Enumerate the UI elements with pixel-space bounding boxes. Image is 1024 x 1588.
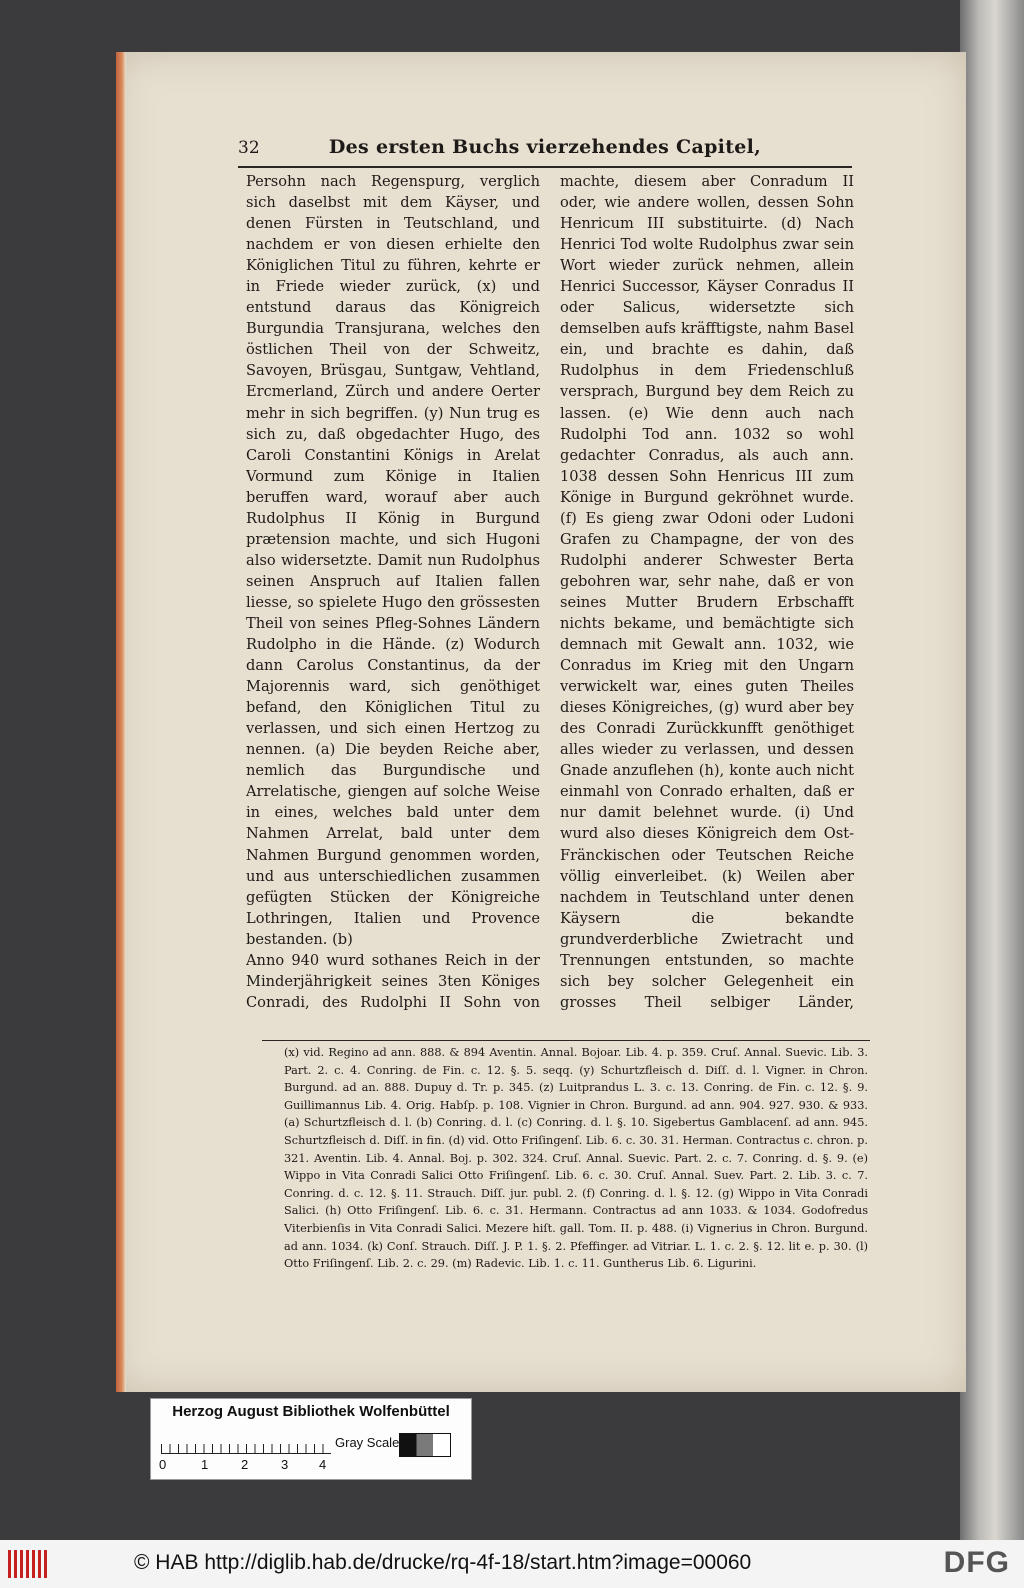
scale-number: 0 [159,1457,167,1472]
library-name: Herzog August Bibliothek Wolfenbüttel [172,1403,450,1420]
scale-ruler [161,1433,331,1454]
gray-scale-swatches [399,1433,451,1457]
footnotes-text: (x) vid. Regino ad ann. 888. & 894 Aventin. Annal. Bojoar. Lib. 4. p. 359. Cruſ. Annal. Suevic. Lib. 3. Part. 2. c. 4. Conring. de Fin. c. 12. §. 5. seqq. (y) Schurtzfleisch d. Diſſ. d. l. Vigner. in Chron. Burgund. ad an. 888. Dupuy d. Tr. p. 345. (z) Luitprandus L. 3. c. 13. Conring. de Fin. c. 12. §. 9. Guillimannus Lib. 4. Orig. Habſp. p. 108. Vignier in Chron. Burgund. ad ann. 904. 927. 930. & 933. (a) Schurtzfleisch d. l. (b) Conring. d. l. (c) Conring. d. l. §. 10. Sigebertus Gamblacenſ. ad ann. 945. Schurtzfleisch d. Diſſ. in fin. (d) vid. Otto Friſingenſ. Lib. 6. c. 30. 31. Herman. Contractus c. chron. p. 321. Aventin. Lib. 4. Annal. Boj. p. 302. 324. Cruſ. Annal. Suevic. Part. 2. c. 7. Conring. d. §. 9. (e) Wippo in Vita Conradi Salici Otto Friſingenſ. Lib. 6. c. 30. Cruſ. Annal. Suev. Part. 2. Lib. 3. c. 7. Conring. d. c. 12. §. 11. Strauch. Diſſ. jur. publ. 2. (f) Conring. d. l. §. 12. (g) Wippo in Vita Conradi Salici. (h) Otto Friſingenſ. Lib. 6. c. 31. Hermann. Contractus ad ann 1033. & 1034. Godofredus Viterbienſis in Vita Conradi Salici. Mezere hiſt. gall. Tom. II. p. 488. (i) Vignerius in Chron. Burgund. ad ann. 1034. (k) Conſ. Strauch. Diſſ. J. P. 1. §. 2. Pfeffinger. ad Vitriar. L. 1. c. 2. §. 12. lit e. p. 30. (l) Otto Friſingenſ. Lib. 2. c. 29. (m) Radevic. Lib. 1. c. 11. Guntherus Lib. 6. Ligurini. [284,1046,868,1271]
chapter-title: Des ersten Buchs vierzehendes Capitel, [328,136,762,158]
footnotes [284,1044,868,1284]
dfg-logo: DFG [943,1546,1010,1579]
gray-scale-label: Gray Scale [335,1435,400,1450]
column-right-text: machte, diesem aber Conradum II oder, wie andere wollen, dessen Sohn Henricum III substituirte. (d) Nach Henrici Tod wolte Rudolphus zwar sein Wort wieder zurück nehmen, allein Henrici Successor, Käyser Conradus II oder Salicus, widersetzte sich demselben aufs kräfftigste, nahm Basel ein, und brachte es dahin, daß Rudolphus in dem Friedenschluß versprach, Burgund bey dem Reich zu lassen. (e) Wie denn auch nach Rudolphi Tod ann. 1032 so wohl gedachter Conradus, als auch ann. 1038 dessen Sohn Henricus III zum Könige in Burgund gekröhnet wurde. (f) Es gieng zwar Odoni oder Ludoni Grafen zu Champagne, der von des Rudolphi anderer Schwester Berta gebohren war, sehr nahe, daß er von seines Mutter Brudern Erbschafft nichts bekame, und bemächtigte sich demnach mit Gewalt ann. 1032, wie Conradus im Krieg mit den Ungarn verwickelt war, eines guten Theiles dieses Königreiches, (g) wurd aber bey des Conradi Zurückkunfft genöthiget alles wieder zu verlassen, und dessen Gnade anzuflehen (h), konte auch nicht einmahl von Conrado erhalten, daß er nur damit belehnet wurde. (i) Und wurd also dieses Königreich dem Ost-Fränckischen oder Teutschen Reiche völlig einverleibet. (k) Weilen aber nachdem in Teutschland unter denen Käysern die bekandte grundverderbliche Zwietracht und Trennungen entstunden, so machte sich bey solcher Gelegenheit ein grosses Theil selbiger Länder, [560,173,854,1011]
viewer-footer [0,1540,1024,1588]
scale-number: 3 [281,1457,289,1472]
text-column-left [246,171,540,1016]
running-head [238,136,852,168]
scale-number: 4 [319,1457,327,1472]
text-column-right [560,171,854,1016]
scale-number: 1 [201,1457,209,1472]
adjacent-page-edge [960,0,1024,1540]
color-calibration-card [150,1398,472,1480]
source-url[interactable]: © HAB http://diglib.hab.de/drucke/rq-4f-18/start.htm?image=00060 [134,1551,752,1574]
scale-number: 2 [241,1457,249,1472]
page-number: 32 [238,138,260,158]
column-left-text: Persohn nach Regenspurg, verglich sich daselbst mit dem Käyser, und denen Fürsten in Teutschland, und nachdem er von diesen erhielte den Königlichen Titul zu führen, kehrte er in Friede wieder zurück, (x) und entstund daraus das Königreich Burgundia Transjurana, welches den östlichen Theil von der Schweitz, Savoyen, Brüsgau, Suntgaw, Vehtland, Ercmerland, Zürch und andere Oerter mehr in sich begriffen. (y) Nun trug es sich zu, daß obgedachter Hugo, des Caroli Constantini Königs in Arelat Vormund zum Könige in Italien beruffen ward, worauf aber auch Rudolphus II König in Burgund prætension machte, und sich Hugoni also widersetzte. Damit nun Rudolphus seinen Anspruch auf Italien fallen liesse, so spielete Hugo den grössesten Theil von seines Pfleg-Sohnes Ländern Rudolpho in die Hände. (z) Wodurch dann Carolus Constantinus, da der Majorennis ward, sich genöthiget befand, den Königlichen Titul zu verlassen, und sich einen Hertzog zu nennen. (a) Die beyden Reiche aber, nemlich das Burgundische und Arrelatische, giengen auf solche Weise in eines, welches bald unter dem Nahmen Arrelat, bald unter dem Nahmen Burgund genommen worden, und aus unterschiedlichen zusammen gefügten Stücken der Königreiche Lothringen, Italien und Provence bestanden. (b) Anno 940 wurd sothanes Reich in der Minderjährigkeit seines 3ten Königes Conradi, des Rudolphi II Sohn von [246,173,540,1011]
hab-barcode-icon [8,1550,48,1578]
page-gilt-edge [116,52,126,1392]
footnote-divider [262,1040,870,1041]
